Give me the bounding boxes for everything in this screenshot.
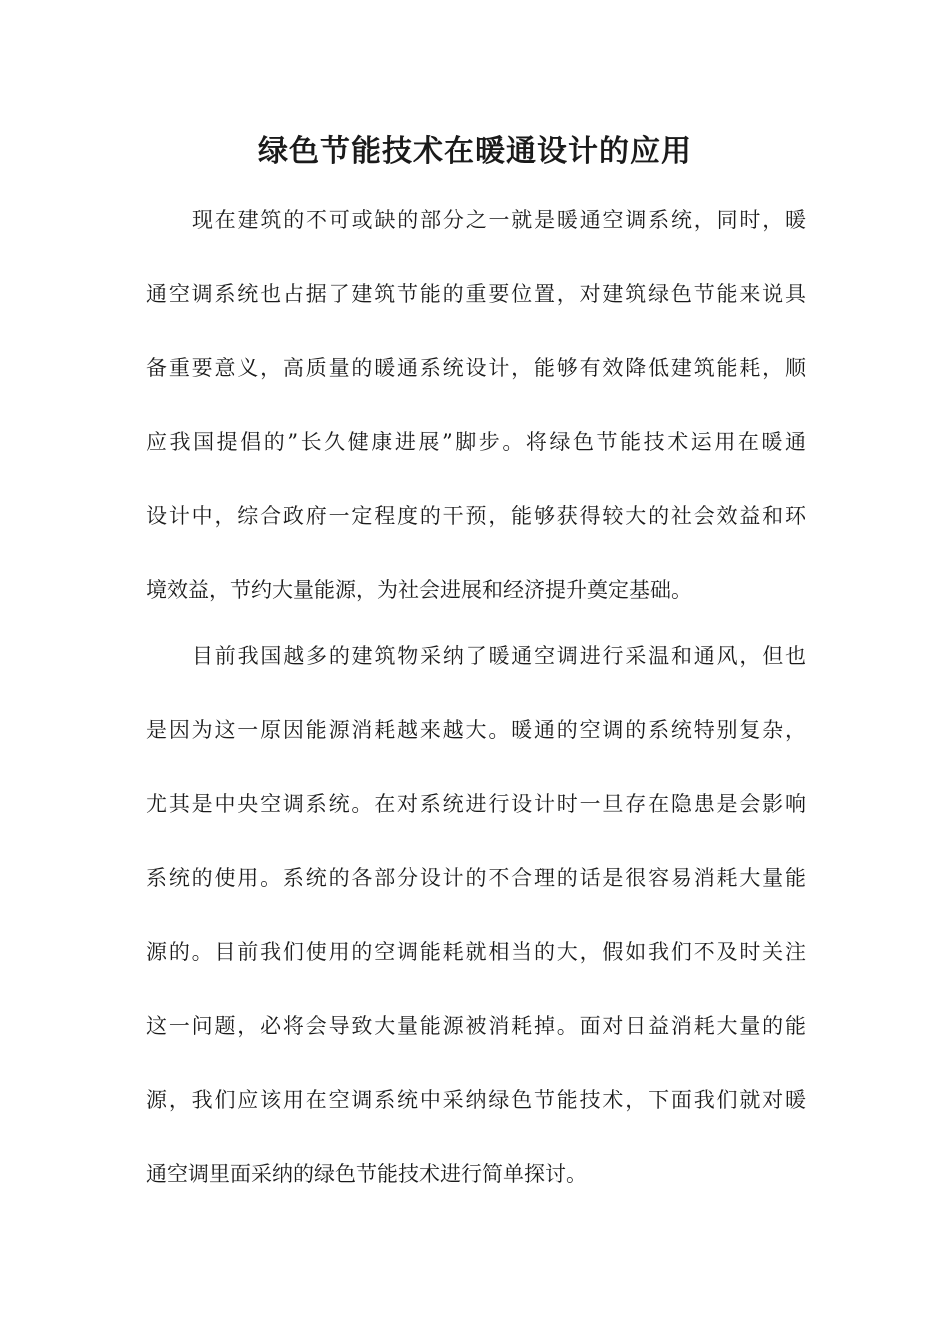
paragraph-2-line-8: 通空调里面采纳的绿色节能技术进行简单探讨。 [146,1162,587,1186]
paragraph-1-line-1: 现在建筑的不可或缺的部分之一就是暖通空调系统，同时，暖 [192,208,806,232]
paragraph-1-line-2: 通空调系统也占据了建筑节能的重要位置，对建筑绿色节能来说具 [146,282,806,306]
paragraph-2-line-1: 目前我国越多的建筑物采纳了暖通空调进行采温和通风，但也 [192,644,806,668]
paragraph-2-line-4: 系统的使用。系统的各部分设计的不合理的话是很容易消耗大量能 [146,866,806,890]
paragraph-2-line-3: 尤其是中央空调系统。在对系统进行设计时一旦存在隐患是会影响 [146,792,806,816]
paragraph-1-line-6: 境效益，节约大量能源，为社会进展和经济提升奠定基础。 [146,578,692,602]
paragraph-2-line-7: 源，我们应该用在空调系统中采纳绿色节能技术，下面我们就对暖 [146,1088,806,1112]
paragraph-2-line-6: 这一问题，必将会导致大量能源被消耗掉。面对日益消耗大量的能 [146,1014,806,1038]
document-title: 绿色节能技术在暖通设计的应用 [258,134,692,169]
paragraph-1-line-4: 应我国提倡的”长久健康进展”脚步。将绿色节能技术运用在暖通 [146,430,806,454]
paragraph-1-line-5: 设计中，综合政府一定程度的干预，能够获得较大的社会效益和环 [146,504,806,528]
paragraph-1-line-3: 备重要意义，高质量的暖通系统设计，能够有效降低建筑能耗，顺 [146,356,806,380]
paragraph-2-line-2: 是因为这一原因能源消耗越来越大。暖通的空调的系统特别复杂， [146,718,806,742]
paragraph-2-line-5: 源的。目前我们使用的空调能耗就相当的大，假如我们不及时关注 [146,940,806,964]
